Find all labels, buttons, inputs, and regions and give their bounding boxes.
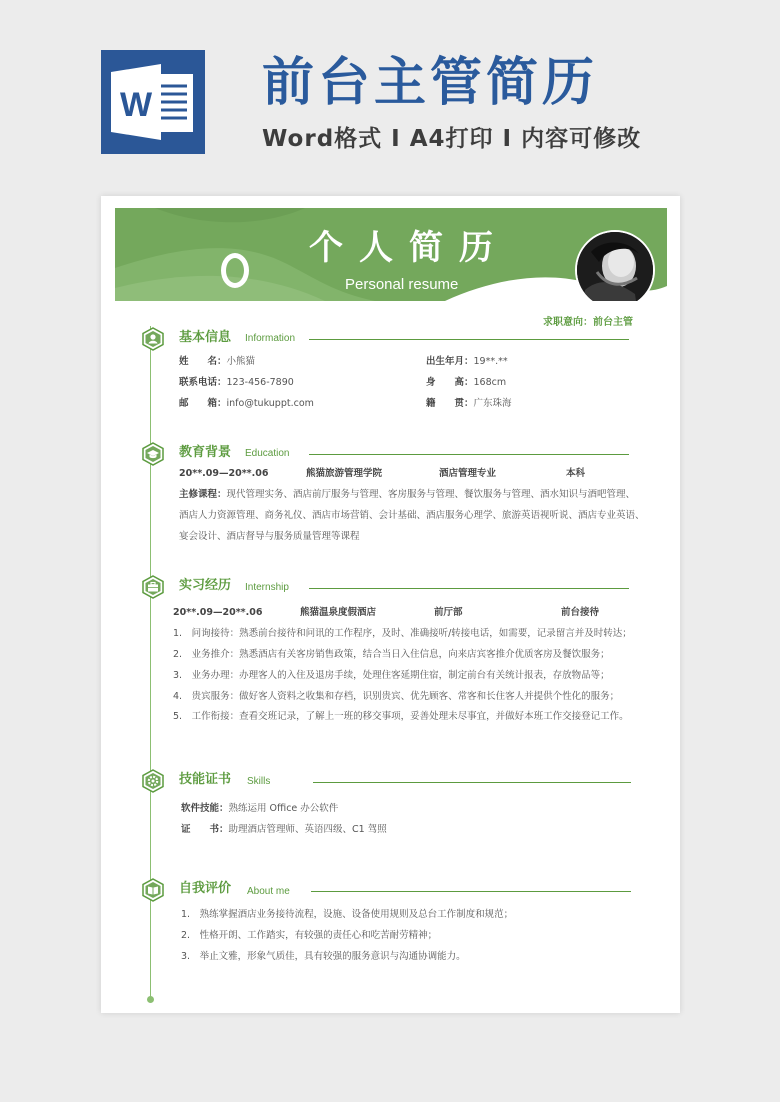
edu-period: 20**.09—20**.06 [179, 468, 269, 479]
resume-title: 个人简历 [309, 228, 509, 268]
birth-row: 出生年月：19**.** [426, 356, 508, 367]
software-skill-row: 软件技能：熟练运用 Office 办公软件 [181, 803, 339, 814]
section-title-education: 教育背景 [179, 445, 232, 460]
section-en-basic: Information [245, 333, 296, 344]
section-divider [309, 339, 629, 340]
profile-photo [575, 230, 655, 301]
gear-icon [141, 769, 165, 793]
intern-item: 4. 贵宾服务：做好客人资料之收集和存档，识别贵宾、优先顾客、常客和长住客人并提供个性化的服务； [173, 691, 620, 702]
section-en-internship: Internship [245, 582, 289, 593]
book-icon [141, 878, 165, 902]
section-title-basic: 基本信息 [179, 330, 232, 345]
email-row: 邮 箱：info@tukuppt.com [179, 398, 314, 409]
resume-paper [101, 196, 680, 1013]
section-en-education: Education [245, 448, 290, 459]
about-item: 2. 性格开朗、工作踏实，有较强的责任心和吃苦耐劳精神； [181, 930, 438, 941]
intern-dept: 前厅部 [434, 607, 463, 618]
name-row: 姓 名：小熊猫 [179, 356, 256, 367]
user-icon [141, 327, 165, 351]
section-divider [313, 782, 631, 783]
word-logo-icon [101, 50, 205, 154]
certificate-row: 证 书：助理酒店管理师、英语四级、C1 驾照 [181, 824, 387, 835]
timeline-end-dot [147, 996, 154, 1003]
edu-courses-line1: 主修课程：现代管理实务、酒店前厅服务与管理、客房服务与管理、餐饮服务与管理、酒水知识与酒吧管理、 [179, 489, 636, 500]
section-en-about: About me [247, 886, 290, 897]
resume-subtitle: Personal resume [345, 276, 459, 293]
resume-header [115, 208, 667, 301]
section-divider [311, 891, 631, 892]
graduation-cap-icon [141, 442, 165, 466]
intern-company: 熊猫温泉度假酒店 [300, 607, 377, 618]
edu-courses-line3: 宴会设计、酒店督导与服务质量管理等课程 [179, 531, 360, 542]
intern-item: 1. 问询接待：熟悉前台接待和问讯的工作程序，及时、准确接听/转接电话，如需要，记录留言并及时转达； [173, 628, 632, 639]
edu-school: 熊猫旅游管理学院 [306, 468, 383, 479]
section-title-internship: 实习经历 [179, 578, 232, 593]
intern-period: 20**.09—20**.06 [173, 607, 263, 618]
intern-item: 2. 业务推介：熟悉酒店有关客房销售政策，结合当日入住信息，向来店宾客推介优质客房及餐饮服务； [173, 649, 610, 660]
banner-title: 前台主管简历 [262, 53, 599, 113]
intern-item: 3. 业务办理：办理客人的入住及退房手续，处理住客延期住宿，制定前台有关统计报表，存放物品等； [173, 670, 610, 681]
section-title-skills: 技能证书 [179, 772, 232, 787]
intern-position: 前台接待 [561, 607, 600, 618]
section-divider [309, 454, 629, 455]
edu-courses-line2: 酒店人力资源管理、商务礼仪、酒店市场营销、会计基础、酒店服务心理学、旅游英语视听说、酒店专业英语、 [179, 510, 645, 521]
edu-degree: 本科 [566, 468, 586, 479]
job-intent: 求职意向：前台主管 [543, 317, 633, 328]
svg-text:W: W [119, 86, 153, 124]
about-item: 1. 熟练掌握酒店业务接待流程，设施、设备使用规则及总台工作制度和规范； [181, 909, 514, 920]
section-title-about: 自我评价 [179, 881, 232, 896]
section-divider [309, 588, 629, 589]
phone-row: 联系电话：123-456-7890 [179, 377, 294, 388]
briefcase-icon [141, 575, 165, 599]
height-row: 身 高：168cm [426, 377, 507, 388]
edu-major: 酒店管理专业 [439, 468, 497, 479]
banner-subtitle: Word格式 I A4打印 I 内容可修改 [262, 126, 642, 152]
origin-row: 籍 贯：广东珠海 [426, 398, 512, 409]
intern-item: 5. 工作衔接：查看交班记录，了解上一班的移交事项，妥善处理未尽事宜，并做好本班工作交接登记工作。 [173, 711, 629, 722]
ring-decoration [221, 253, 249, 288]
section-en-skills: Skills [247, 776, 271, 787]
about-item: 3. 举止文雅，形象气质佳，具有较强的服务意识与沟通协调能力。 [181, 951, 466, 962]
